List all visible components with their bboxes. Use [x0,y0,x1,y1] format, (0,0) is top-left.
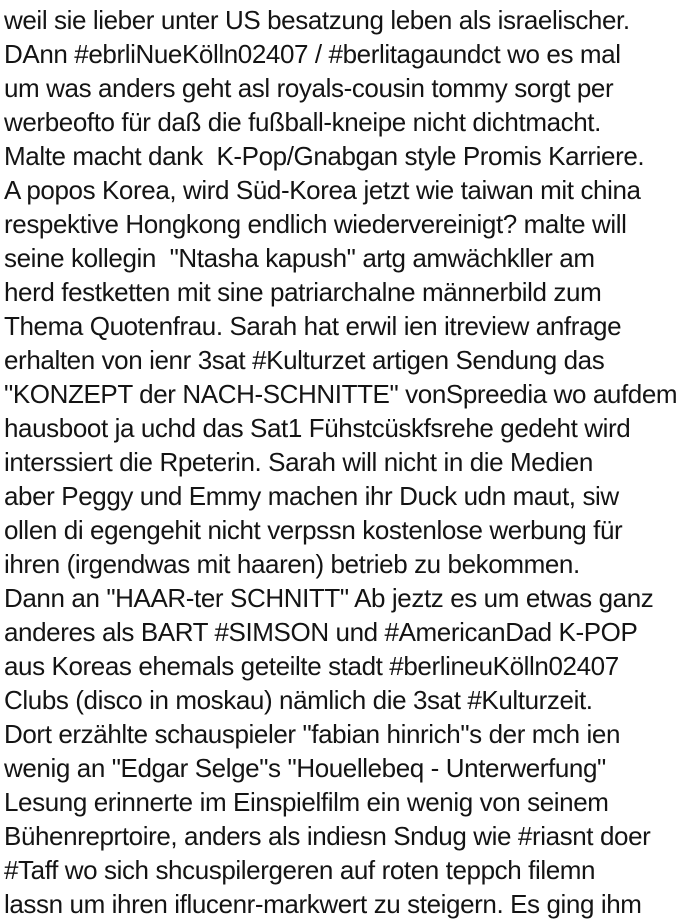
text-line: "KONZEPT der NACH-SCHNITTE" vonSpreedia wo aufdem [4,379,678,409]
text-line: Malte macht dank K-Pop/Gnabgan style Promis Karriere. [4,141,645,171]
text-line: anderes als BART #SIMSON und #AmericanDad K-POP [4,617,638,647]
text-line: DAnn #ebrliNueKölln02407 / #berlitagaundct wo es mal [4,39,621,69]
text-line: Thema Quotenfrau. Sarah hat erwil ien itreview anfrage [4,311,622,341]
text-line: herd festketten mit sine patriarchalne männerbild zum [4,277,602,307]
text-line: A popos Korea, wird Süd-Korea jetzt wie taiwan mit china [4,175,641,205]
text-line: Dort erzählte schauspieler "fabian hinrich"s der mch ien [4,719,621,749]
text-line: aus Koreas ehemals geteilte stadt #berlineuKölln02407 [4,651,619,681]
text-line: wenig an "Edgar Selge"s "Houellebeq - Unterwerfung" [4,753,606,783]
text-line: hausboot ja uchd das Sat1 Fühstcüskfsrehe gedeht wird [4,413,631,443]
text-line: seine kollegin "Ntasha kapush" artg amwächkller am [4,243,595,273]
text-line: #Taff wo sich shcuspilergeren auf roten teppch filemn [4,855,596,885]
text-line: interssiert die Rpeterin. Sarah will nicht in die Medien [4,447,593,477]
text-line: Lesung erinnerte im Einspielfilm ein wenig von seinem [4,787,609,817]
text-line: Dann an "HAAR-ter SCHNITT" Ab jeztz es um etwas ganz [4,583,654,613]
text-line: ihren (irgendwas mit haaren) betrieb zu bekommen. [4,549,580,579]
text-line: aber Peggy und Emmy machen ihr Duck udn maut, siw [4,481,619,511]
text-line: weil sie lieber unter US besatzung leben als israelischer. [4,5,630,35]
text-line: werbeofto für daß die fußball-kneipe nicht dichtmacht. [4,107,601,137]
text-line: ollen di egengehit nicht verpssn kostenlose werbung für [4,515,623,545]
text-line: Clubs (disco in moskau) nämlich die 3sat #Kulturzeit. [4,685,593,715]
text-line: respektive Hongkong endlich wiedervereinigt? malte will [4,209,627,239]
text-line: um was anders geht asl royals-cousin tommy sorgt per [4,73,614,103]
text-line: lassn um ihren iflucenr-markwert zu steigern. Es ging ihm [4,889,642,919]
text-line: erhalten von ienr 3sat #Kulturzet artigen Sendung das [4,345,605,375]
text-line: Bühenreprtoire, anders als indiesn Sndug wie #riasnt doer [4,821,651,851]
